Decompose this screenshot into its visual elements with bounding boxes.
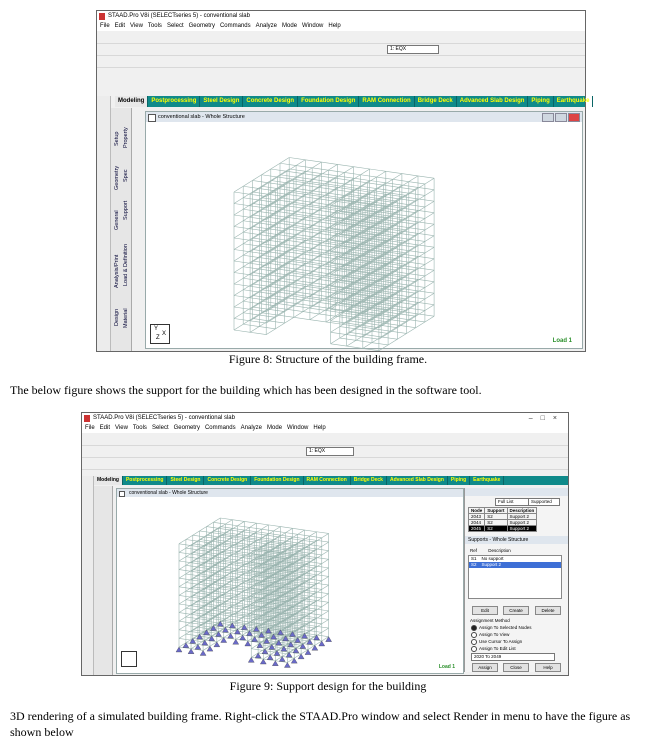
load-label-2: Load 1 — [438, 664, 455, 670]
side-tabs-2 — [94, 486, 113, 675]
menu-geometry-2[interactable]: Geometry — [173, 425, 200, 431]
paragraph-support-intro: The below figure shows the support for the building which has been designed in the software tool. — [10, 383, 482, 397]
tab-advanced-slab-2[interactable]: Advanced Slab Design — [387, 476, 448, 485]
supports-list[interactable] — [468, 555, 562, 599]
tab-piping-2[interactable]: Piping — [448, 476, 470, 485]
col-desc: Description — [488, 548, 511, 553]
support-marker — [326, 637, 332, 642]
menu-select[interactable]: Select — [166, 23, 184, 29]
support-marker — [272, 661, 278, 666]
menu-tools[interactable]: Tools — [147, 23, 162, 29]
structure-view-window[interactable] — [145, 111, 583, 349]
menu-bar — [97, 22, 585, 31]
table-row[interactable]: 2043 S2 Support 2 — [469, 514, 537, 520]
tab-advanced-slab[interactable]: Advanced Slab Design — [457, 96, 529, 107]
menu-commands-2[interactable]: Commands — [204, 425, 236, 431]
close-button[interactable]: Close — [503, 663, 529, 672]
menu-analyze[interactable]: Analyze — [255, 23, 278, 29]
menu-commands[interactable]: Commands — [219, 23, 251, 29]
support-marker — [314, 635, 320, 640]
support-marker — [207, 646, 213, 651]
menu-mode-2[interactable]: Mode — [267, 425, 283, 431]
figure-9-caption: Figure 9: Support design for the building — [229, 679, 427, 693]
edit-button[interactable]: Edit — [472, 606, 498, 615]
edit-list-input[interactable]: 2020 To 2049 — [471, 653, 555, 661]
menu-edit[interactable]: Edit — [114, 23, 126, 29]
radio-assign-view[interactable]: Assign To View — [471, 632, 509, 638]
structure-view-window-2[interactable] — [116, 488, 464, 674]
support-marker — [202, 640, 208, 645]
tab-earthquake[interactable]: Earthquake — [554, 96, 594, 107]
tab-piping[interactable]: Piping — [528, 96, 553, 107]
create-button[interactable]: Create — [503, 606, 529, 615]
view-window-icon — [148, 114, 156, 122]
menu-window[interactable]: Window — [302, 23, 324, 29]
help-button[interactable]: Help — [535, 663, 561, 672]
load-case-select[interactable]: 1: EQX — [387, 45, 439, 54]
building-frame-with-supports — [117, 497, 463, 673]
tab-earthquake-2[interactable]: Earthquake — [470, 476, 504, 485]
assign-button[interactable]: Assign — [472, 663, 498, 672]
support-table — [468, 507, 537, 532]
list-item[interactable]: S1 No support — [471, 556, 504, 561]
minimize-icon[interactable] — [542, 113, 554, 122]
tab-postprocessing-2[interactable]: Postprocessing — [123, 476, 168, 485]
app-title-bar-2 — [82, 413, 568, 424]
menu-tools-2[interactable]: Tools — [132, 425, 147, 431]
support-marker — [216, 632, 222, 637]
toolbar-row-1 — [97, 32, 585, 44]
axis-x: X — [162, 331, 167, 337]
support-marker — [176, 647, 182, 652]
support-marker — [233, 639, 239, 644]
app-title: STAAD.Pro V8i (SELECTseries 5) - conventional slab — [108, 13, 250, 19]
menu-file-2[interactable]: File — [85, 425, 95, 431]
tab-steel-design[interactable]: Steel Design — [200, 96, 243, 107]
window-controls[interactable]: –□× — [528, 415, 565, 422]
supported-select[interactable]: Supported — [528, 498, 560, 506]
menu-analyze-2[interactable]: Analyze — [240, 425, 263, 431]
menu-mode[interactable]: Mode — [282, 23, 298, 29]
table-row[interactable]: 2045 S2 Support 2 — [469, 526, 537, 532]
frame-members — [234, 158, 434, 351]
page-control-tabs — [115, 96, 590, 107]
view-title-2: conventional slab - Whole Structure — [129, 490, 208, 496]
col-node: Node — [469, 508, 485, 514]
view-title-bar — [146, 112, 582, 122]
support-marker — [279, 656, 285, 661]
support-marker — [284, 662, 290, 667]
tab-modeling[interactable]: Modeling — [115, 96, 148, 107]
tab-concrete-design-2[interactable]: Concrete Design — [204, 476, 251, 485]
menu-geometry[interactable]: Geometry — [188, 23, 215, 29]
menu-view[interactable]: View — [130, 23, 143, 29]
support-marker — [248, 657, 254, 662]
figure-9-screenshot — [81, 412, 569, 676]
support-marker — [267, 655, 273, 660]
axis-z: Z — [156, 335, 160, 341]
tab-ram-connection[interactable]: RAM Connection — [359, 96, 414, 107]
support-marker — [293, 648, 299, 653]
support-marker — [200, 650, 206, 655]
staad-app-icon-2 — [84, 415, 90, 422]
building-frame-3d — [146, 122, 582, 348]
support-marker — [286, 652, 292, 657]
support-marker — [245, 641, 251, 646]
menu-help[interactable]: Help — [328, 23, 341, 29]
restore-icon[interactable] — [555, 113, 567, 122]
close-icon[interactable] — [568, 113, 580, 122]
toolbar-row-2 — [97, 44, 585, 56]
menu-help-2[interactable]: Help — [313, 425, 326, 431]
page-control-tabs-2 — [94, 476, 568, 485]
axis-triad-2 — [121, 651, 137, 667]
tab-bridge-deck-2[interactable]: Bridge Deck — [351, 476, 387, 485]
support-marker — [307, 639, 313, 644]
axis-y: Y — [154, 326, 159, 332]
support-marker — [300, 644, 306, 649]
supports-headers — [470, 548, 511, 553]
support-marker — [228, 633, 234, 638]
tab-postprocessing[interactable]: Postprocessing — [148, 96, 200, 107]
col-description: Description — [507, 508, 537, 514]
filter-select[interactable]: Full List — [495, 498, 529, 506]
delete-button[interactable]: Delete — [535, 606, 561, 615]
panel-title-bar — [465, 488, 568, 496]
load-label: Load 1 — [552, 338, 572, 344]
support-marker — [260, 659, 266, 664]
paragraph-render-instructions: 3D rendering of a simulated building frame. Right-click the STAAD.Pro window and select Render in menu to have the figure as shown below — [10, 709, 631, 739]
toolbar-row-3b — [82, 458, 568, 470]
radio-edit-list[interactable]: Assign To Edit List — [471, 646, 516, 652]
menu-view-2[interactable]: View — [115, 425, 128, 431]
tab-foundation-design[interactable]: Foundation Design — [298, 96, 359, 107]
axis-triad — [150, 324, 170, 344]
supports-dialog-title: Supports - Whole Structure — [465, 536, 568, 544]
figure-8-screenshot — [96, 10, 590, 352]
load-case-select-2[interactable]: 1: EQX — [306, 447, 354, 456]
view-title: conventional slab - Whole Structure — [158, 114, 245, 120]
tab-bridge-deck[interactable]: Bridge Deck — [415, 96, 457, 107]
support-marker — [305, 650, 311, 655]
col-support: Support — [485, 508, 507, 514]
tab-ram-connection-2[interactable]: RAM Connection — [304, 476, 351, 485]
left-icon-strip-2 — [82, 476, 94, 675]
support-marker — [195, 644, 201, 649]
radio-assign-selected[interactable]: Assign To Selected Nodes — [471, 625, 531, 631]
list-item[interactable]: S2 Support 2 — [469, 562, 561, 568]
col-ref: Ref — [470, 548, 478, 553]
tab-steel-design-2[interactable]: Steel Design — [167, 476, 204, 485]
menu-window-2[interactable]: Window — [287, 425, 309, 431]
toolbar-row-1b — [82, 434, 568, 446]
app-title-2: STAAD.Pro V8i (SELECTseries 5) - conventional slab — [93, 415, 235, 421]
view-title-bar-2 — [117, 489, 463, 497]
toolbar-row-3 — [97, 56, 585, 68]
menu-select-2[interactable]: Select — [151, 425, 169, 431]
tab-concrete-design[interactable]: Concrete Design — [243, 96, 298, 107]
support-data-panel — [464, 488, 568, 672]
toolbar-row-2b — [82, 446, 568, 458]
support-marker — [312, 645, 318, 650]
support-marker — [188, 649, 194, 654]
support-marker — [255, 653, 261, 658]
support-marker — [319, 641, 325, 646]
support-marker — [221, 638, 227, 643]
radio-use-cursor[interactable]: Use Cursor To Assign — [471, 639, 522, 645]
menu-bar-2 — [82, 424, 568, 433]
assignment-method-label: Assignment Method — [470, 618, 510, 623]
tab-foundation-design-2[interactable]: Foundation Design — [251, 476, 303, 485]
support-marker — [240, 635, 246, 640]
table-row[interactable]: 2044 S2 Support 2 — [469, 520, 537, 526]
figure-8-caption: Figure 8: Structure of the building frame. — [228, 352, 428, 366]
app-title-bar — [97, 11, 585, 22]
menu-edit-2[interactable]: Edit — [99, 425, 111, 431]
side-tabs: Setup Geometry General Analysis/Print Design Property Spec Support Load & Definition Material — [111, 108, 132, 351]
support-marker — [183, 643, 189, 648]
tab-modeling-2[interactable]: Modeling — [94, 476, 123, 485]
staad-app-icon — [99, 13, 105, 20]
left-icon-strip — [97, 96, 111, 351]
support-marker — [209, 636, 215, 641]
support-marker — [291, 658, 297, 663]
support-marker — [214, 642, 220, 647]
support-marker — [298, 654, 304, 659]
menu-file[interactable]: File — [100, 23, 110, 29]
